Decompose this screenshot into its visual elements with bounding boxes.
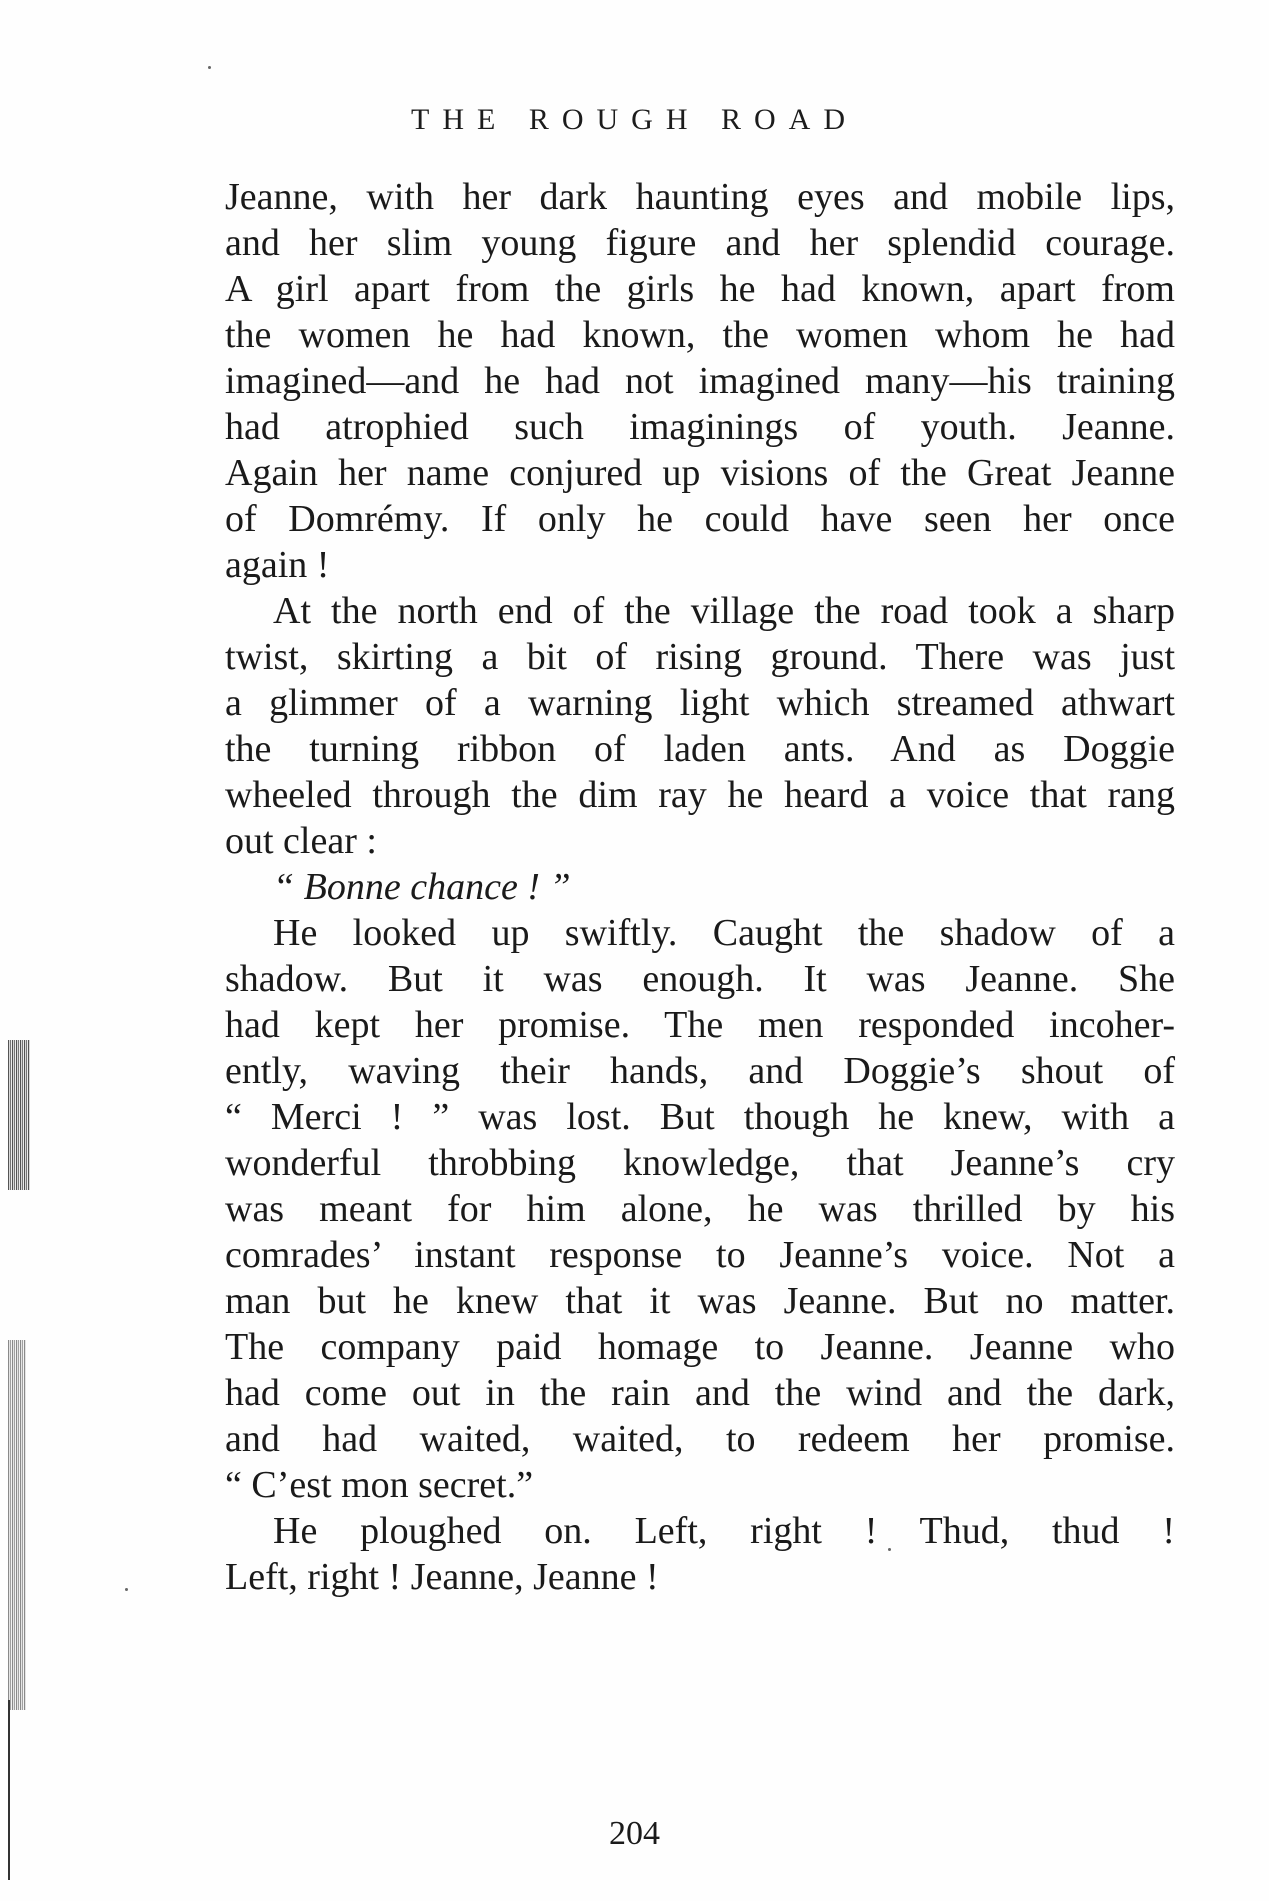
text-line: had kept her promise. The men responded incoher- bbox=[225, 1004, 1175, 1046]
paragraph-2 bbox=[225, 588, 1175, 864]
text-line: Jeanne, with her dark haunting eyes and mobile lips, bbox=[225, 176, 1175, 218]
text-line: Again her name conjured up visions of the Great Jeanne bbox=[225, 452, 1175, 494]
text-line: wheeled through the dim ray he heard a voice that rang bbox=[225, 774, 1175, 816]
running-head: THE ROUGH ROAD bbox=[411, 103, 858, 136]
text-line: the women he had known, the women whom he had bbox=[225, 314, 1175, 356]
paragraph-5 bbox=[225, 1508, 1175, 1600]
text-line: shadow. But it was enough. It was Jeanne. She bbox=[225, 958, 1175, 1000]
text-line: ently, waving their hands, and Doggie’s shout of bbox=[225, 1050, 1175, 1092]
text-line: He ploughed on. Left, right ! Thud, thud ! bbox=[273, 1510, 1175, 1552]
text-line: At the north end of the village the road took a sharp bbox=[273, 590, 1175, 632]
scan-gutter-artifact bbox=[8, 1340, 26, 1710]
text-line: twist, skirting a bit of rising ground. There was just bbox=[225, 636, 1175, 678]
scan-gutter-line bbox=[8, 1700, 10, 1880]
text-line: and her slim young figure and her splendid courage. bbox=[225, 222, 1175, 264]
text-line: comrades’ instant response to Jeanne’s voice. Not a bbox=[225, 1234, 1175, 1276]
text-line: imagined—and he had not imagined many—his training bbox=[225, 360, 1175, 402]
text-line: and had waited, waited, to redeem her promise. bbox=[225, 1418, 1175, 1460]
text-line: of Domrémy. If only he could have seen her once bbox=[225, 498, 1175, 540]
paragraph-4 bbox=[225, 910, 1175, 1508]
text-line: again ! bbox=[225, 544, 330, 586]
scan-speck bbox=[208, 66, 211, 69]
text-line: had atrophied such imaginings of youth. Jeanne. bbox=[225, 406, 1175, 448]
text-line: the turning ribbon of laden ants. And as Doggie bbox=[225, 728, 1175, 770]
text-line: The company paid homage to Jeanne. Jeanne who bbox=[225, 1326, 1175, 1368]
text-line: He looked up swiftly. Caught the shadow of a bbox=[273, 912, 1175, 954]
text-line: “ C’est mon secret.” bbox=[225, 1464, 534, 1506]
text-line: Left, right ! Jeanne, Jeanne ! bbox=[225, 1556, 659, 1598]
text-line: out clear : bbox=[225, 820, 377, 862]
scan-gutter-artifact bbox=[8, 1040, 30, 1190]
page-number: 204 bbox=[609, 1815, 660, 1852]
text-line: A girl apart from the girls he had known, apart from bbox=[225, 268, 1175, 310]
text-line: man but he knew that it was Jeanne. But no matter. bbox=[225, 1280, 1175, 1322]
text-line: “ Merci ! ” was lost. But though he knew, with a bbox=[225, 1096, 1175, 1138]
body-text bbox=[225, 174, 1175, 1600]
text-line: a glimmer of a warning light which streamed athwart bbox=[225, 682, 1175, 724]
text-line: wonderful throbbing knowledge, that Jeanne’s cry bbox=[225, 1142, 1175, 1184]
paragraph-1 bbox=[225, 174, 1175, 588]
text-line: was meant for him alone, he was thrilled by his bbox=[225, 1188, 1175, 1230]
text-line: had come out in the rain and the wind and the dark, bbox=[225, 1372, 1175, 1414]
scan-speck bbox=[125, 1588, 128, 1591]
paragraph-3-quote bbox=[225, 864, 1175, 910]
quote-line-bonne-chance: “ Bonne chance ! ” bbox=[273, 866, 571, 908]
